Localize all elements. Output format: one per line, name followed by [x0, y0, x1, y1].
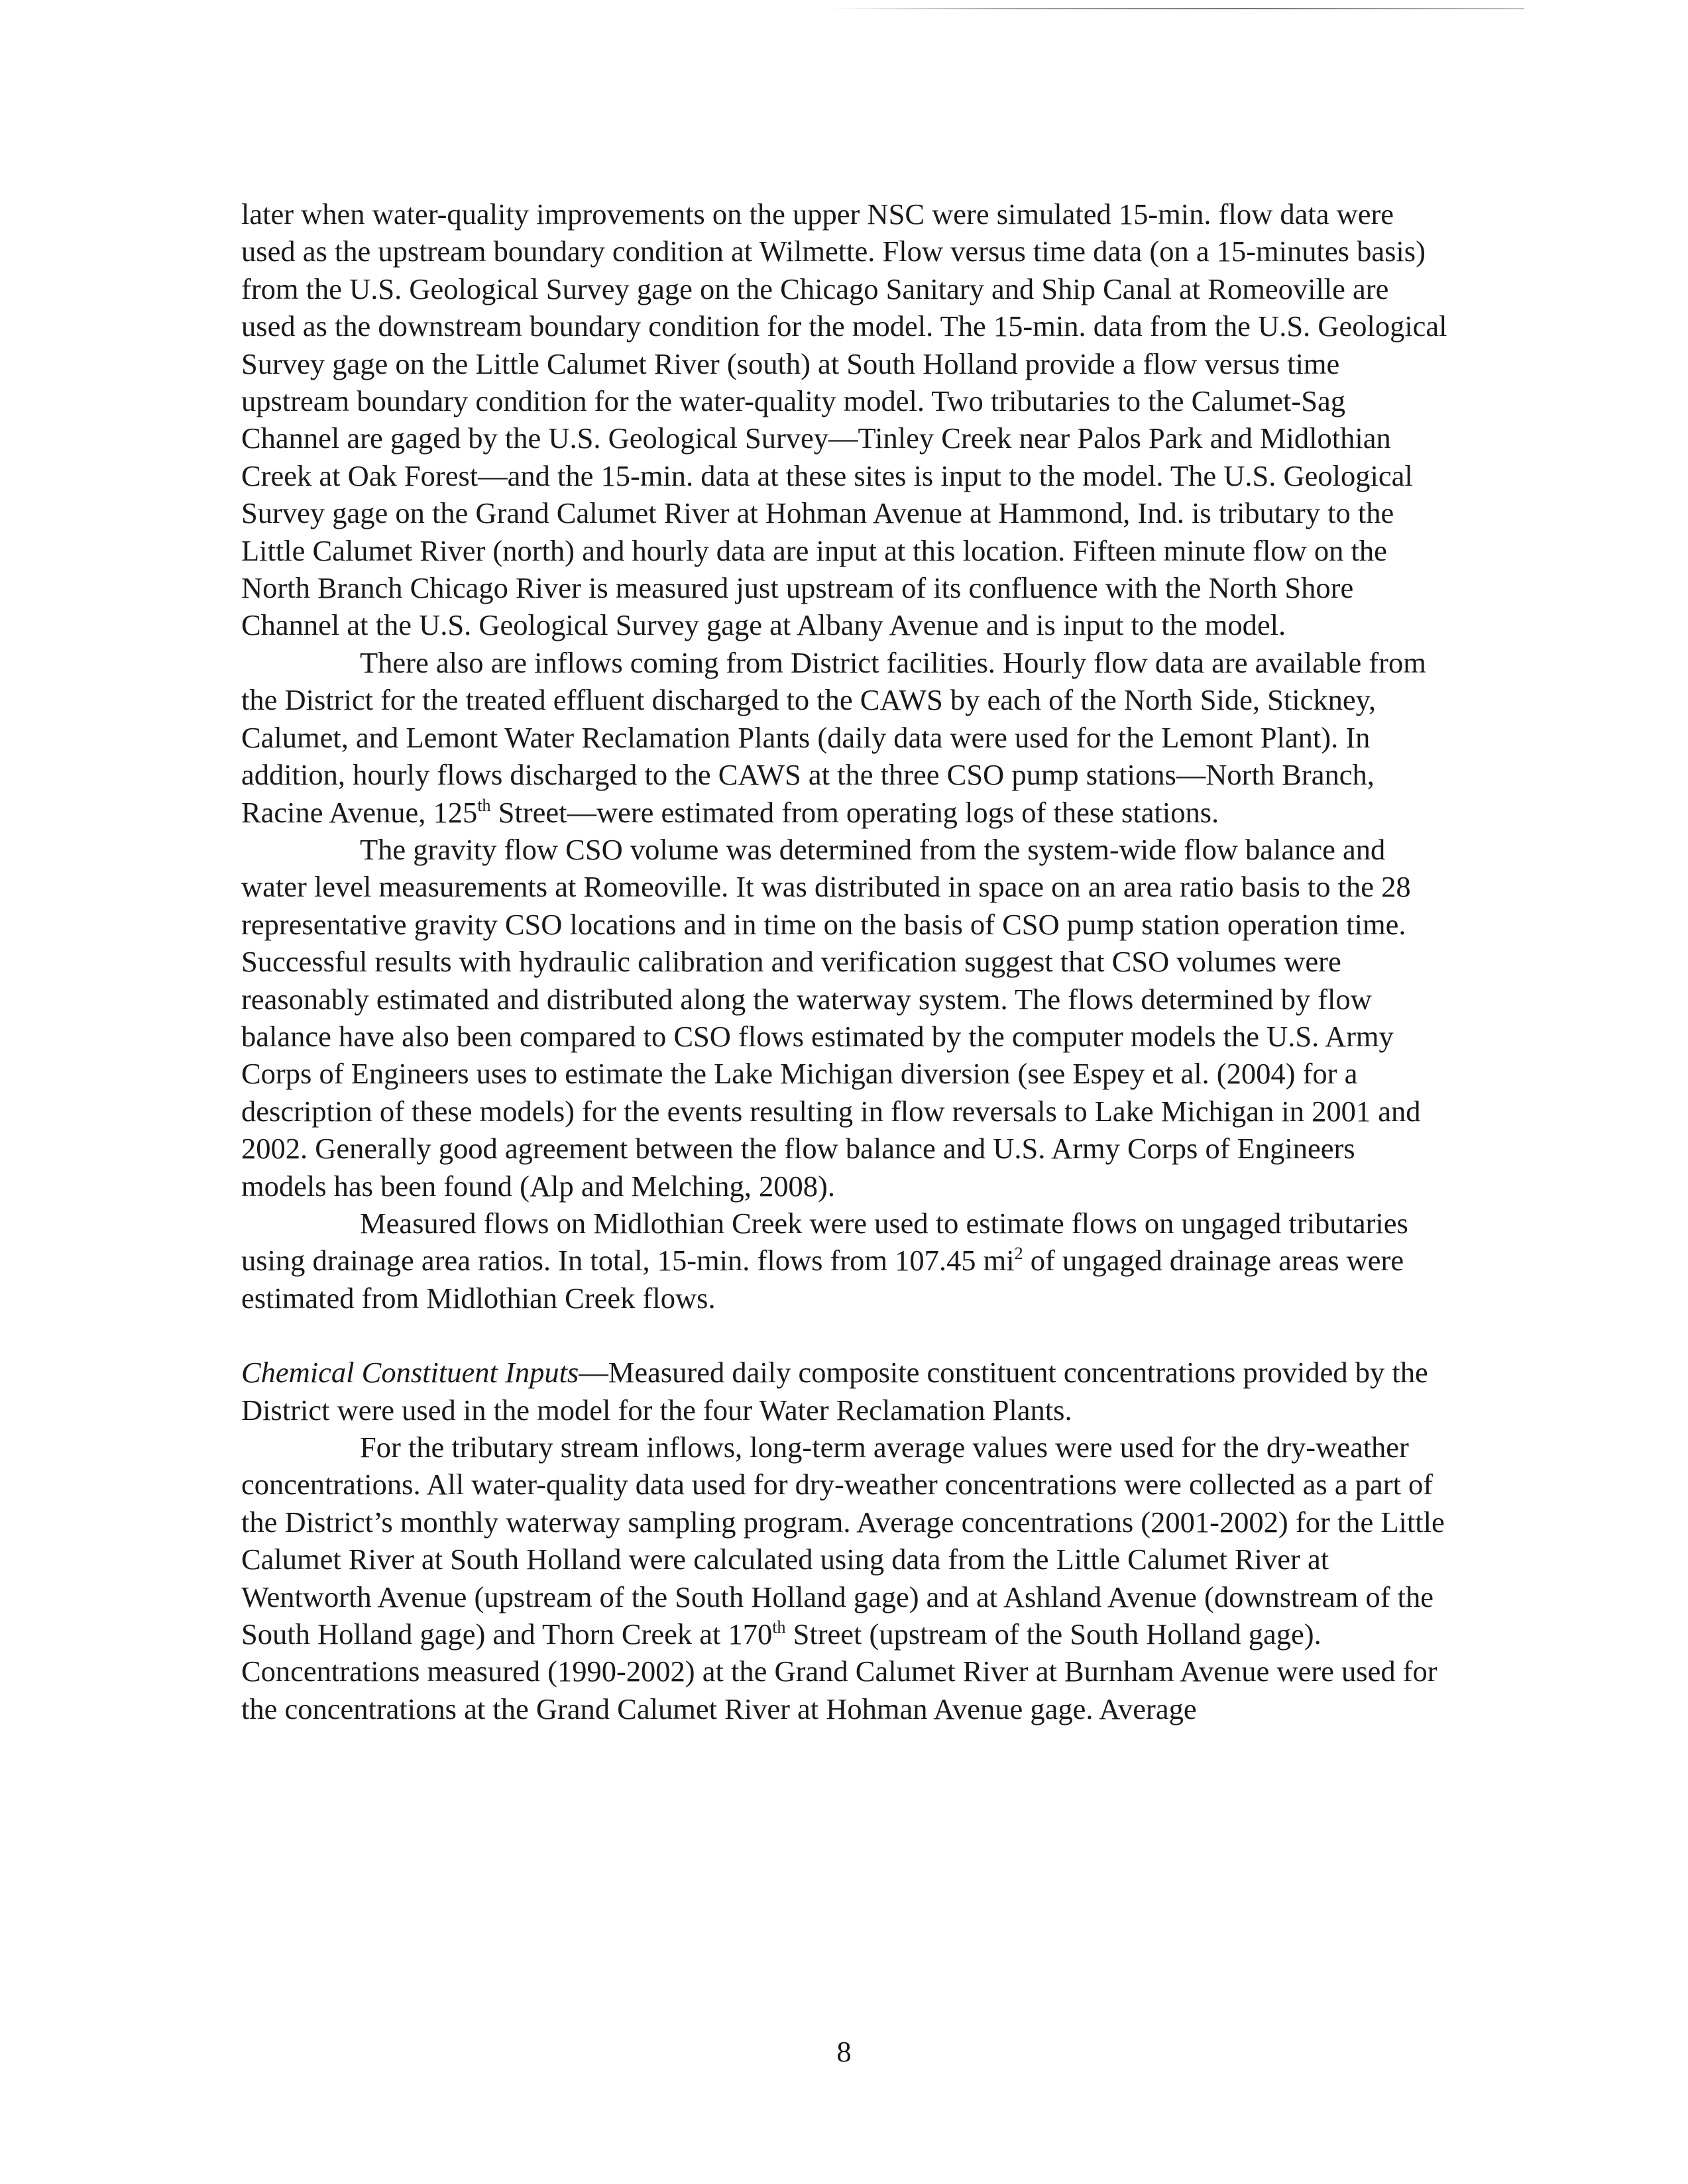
paragraph-text: Street (upstream of the South Holland gage). Concentrations measured (1990-2002) at the Grand Calumet River at Burnham Avenue were used for the concentrations at the Grand Calumet River at Hohman Avenue gage. Average [241, 1617, 1437, 1725]
paragraph-tributary-concentrations [241, 1429, 1447, 1727]
paragraph-text: —Measured daily composite constituent concentrations provided by the District were used in the model for the four Water Reclamation Plants. [241, 1356, 1428, 1427]
paragraph-district-inflows [241, 644, 1447, 831]
superscript: 2 [1014, 1244, 1023, 1264]
paragraph-text: For the tributary stream inflows, long-term average values were used for the dry-weather concentrations. All water-quality data used for dry-weather concentrations were collected as a part of the District’s monthly waterway sampling program. Average concentrations (2001-2002) for the Little Calumet River at South Holland were calculated using data from the Little Calumet River at Wentworth Avenue (upstream of the South Holland gage) and at Ashland Avenue (downstream of the South Holland gage) and Thorn Creek at 170 [241, 1431, 1445, 1651]
page-number: 8 [836, 2035, 852, 2068]
paragraph-text: There also are inflows coming from District facilities. Hourly flow data are available from the District for the treated effluent discharged to the CAWS by each of the North Side, Stickney, Calumet, and Lemont Water Reclamation Plants (daily data were used for the Lemont Plant). In addition, hourly flows discharged to the CAWS at the three CSO pump stations—North Branch, Racine Avenue, 125 [241, 645, 1426, 829]
document-body [241, 195, 1447, 1727]
paragraph-gravity-cso: The gravity flow CSO volume was determined from the system-wide flow balance and water level measurements at Romeoville. It was distributed in space on an area ratio basis to the 28 representative gravity CSO locations and in time on the basis of CSO pump station operation time. Successful results with hydraulic calibration and verification suggest that CSO volumes were reasonably estimated and distributed along the waterway system. The flows determined by flow balance have also been compared to CSO flows estimated by the computer models the U.S. Army Corps of Engineers uses to estimate the Lake Michigan diversion (see Espey et al. (2004) for a description of these models) for the events resulting in flow reversals to Lake Michigan in 2001 and 2002. Generally good agreement between the flow balance and U.S. Army Corps of Engineers models has been found (Alp and Melching, 2008). [241, 832, 1421, 1203]
paragraph-chemical-inputs [241, 1354, 1447, 1429]
superscript: th [477, 795, 491, 815]
paragraph-text: Measured flows on Midlothian Creek were used to estimate flows on ungaged tributaries using drainage area ratios. In total, 15-min. flows from 107.45 mi [241, 1206, 1408, 1278]
paragraph-text: Street—were estimated from operating logs of these stations. [490, 795, 1219, 829]
superscript: th [772, 1617, 786, 1637]
scan-edge-line [828, 8, 1524, 9]
paragraph-text: of ungaged drainage areas were estimated from Midlothian Creek flows. [241, 1244, 1404, 1315]
section-heading-italic: Chemical Constituent Inputs [241, 1356, 579, 1390]
paragraph-midlothian-creek [241, 1205, 1447, 1317]
paragraph-upstream-boundary: later when water-quality improvements on the upper NSC were simulated 15-min. flow data were used as the upstream boundary condition at Wilmette. Flow versus time data (on a 15-minutes basis) from the U.S. Geological Survey gage on the Chicago Sanitary and Ship Canal at Romeoville are used as the downstream boundary condition for the model. The 15-min. data from the U.S. Geological Survey gage on the Little Calumet River (south) at South Holland provide a flow versus time upstream boundary condition for the water-quality model. Two tributaries to the Calumet-Sag Channel are gaged by the U.S. Geological Survey—Tinley Creek near Palos Park and Midlothian Creek at Oak Forest—and the 15-min. data at these sites is input to the model. The U.S. Geological Survey gage on the Grand Calumet River at Hohman Avenue at Hammond, Ind. is tributary to the Little Calumet River (north) and hourly data are input at this location. Fifteen minute flow on the North Branch Chicago River is measured just upstream of its confluence with the North Shore Channel at the U.S. Geological Survey gage at Albany Avenue and is input to the model. [241, 197, 1447, 642]
